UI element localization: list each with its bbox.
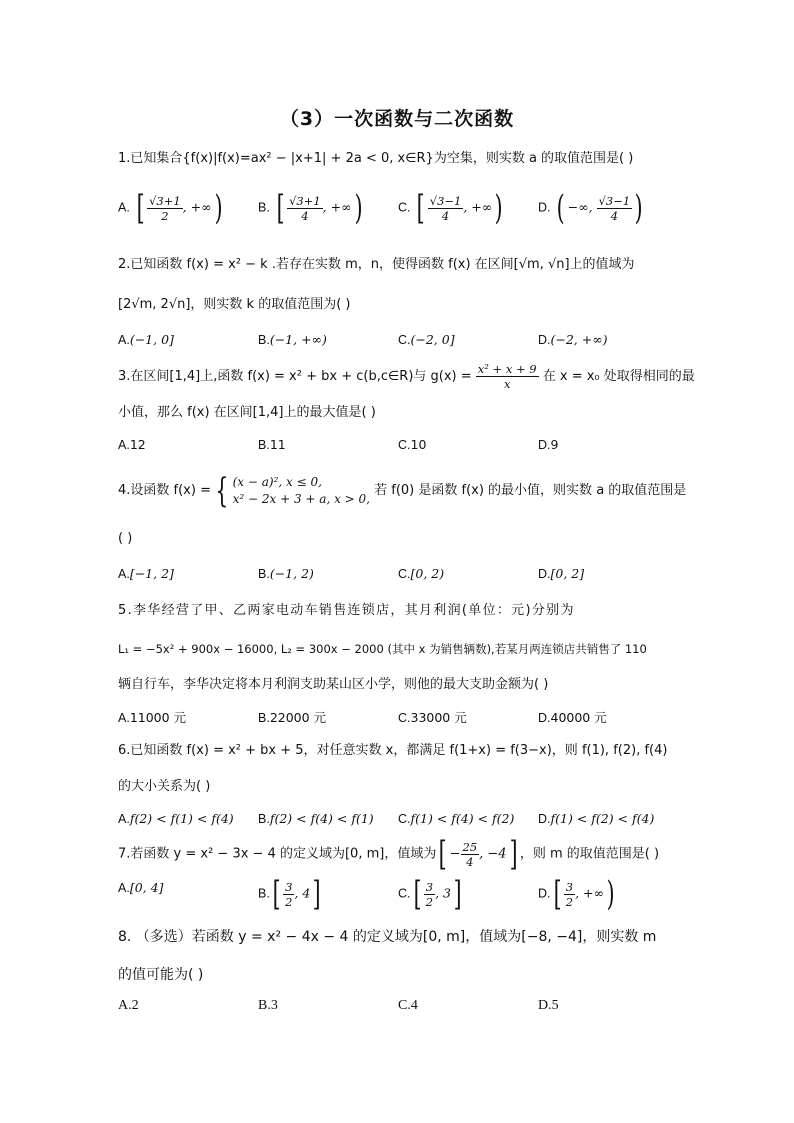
question-3-stem-line2: 小值，那么 f(x) 在区间[1,4]上的最大值是( ): [118, 405, 376, 420]
question-2-option-a: A.(−1, 0]: [118, 332, 174, 347]
question-5-option-c: C.33000 元: [398, 710, 467, 725]
question-6-option-a: A.f(2) < f(1) < f(4): [118, 811, 234, 826]
question-7-option-c: C.[ $\frac{3}{2}$ , 3]: [398, 874, 462, 914]
question-2-option-b: B.(−1, +∞): [258, 332, 327, 347]
question-6-option-b: B.f(2) < f(4) < f(1): [258, 811, 374, 826]
question-1-option-a: A. [ $\frac{√3+1}{2}$ , +∞): [118, 188, 223, 228]
question-3-option-a: A.12: [118, 437, 146, 452]
piecewise-cases: (x − a)², x ≤ 0, x² − 2x + 3 + a, x > 0,: [232, 474, 370, 506]
question-3-option-b: B.11: [258, 437, 286, 452]
question-5-stem-line1: 5.李华经营了甲、乙两家电动车销售连锁店，其月利润(单位：元)分别为: [118, 603, 575, 618]
question-7-option-b: B.[ $\frac{3}{2}$ , 4]: [258, 874, 321, 914]
piecewise-brace: {: [215, 470, 229, 511]
question-4-stem-line2: ( ): [118, 531, 133, 546]
question-6-stem-line1: 6.已知函数 f(x) = x² + bx + 5，对任意实数 x，都满足 f(1+x) = f(3−x)，则 f(1), f(2), f(4): [118, 743, 668, 758]
question-6-stem-line2: 的大小关系为( ): [118, 779, 211, 794]
question-6-option-c: C.f(1) < f(4) < f(2): [398, 811, 515, 826]
question-2-stem-line1: 2.已知函数 f(x) = x² − k .若存在实数 m，n，使得函数 f(x) 在区间[√m, √n]上的值域为: [118, 257, 635, 272]
page-title: （3）一次函数与二次函数: [279, 108, 515, 130]
question-8-stem-line1: 8. （多选）若函数 y = x² − 4x − 4 的定义域为[0, m]，值域为[−8, −4]，则实数 m: [118, 929, 657, 945]
question-2-option-c: C.(−2, 0]: [398, 332, 455, 347]
question-7-option-d: D.[ $\frac{3}{2}$ , +∞): [538, 874, 615, 914]
question-8-option-a: A.2: [118, 998, 139, 1013]
question-8-option-c: C.4: [398, 998, 418, 1013]
question-7-stem: 7.若函数 y = x² − 3x − 4 的定义域为[0, m]，值域为[ − $\frac{25}{4}$ , −4] ，则 m 的取值范围是( ): [118, 834, 660, 874]
question-5-option-b: B.22000 元: [258, 710, 327, 725]
question-1-option-b: B. [ $\frac{√3+1}{4}$ , +∞): [258, 188, 363, 228]
question-4-option-c: C.[0, 2): [398, 566, 445, 581]
question-1-stem: 1.已知集合{f(x)|f(x)=ax² − |x+1| + 2a < 0, x∈R}为空集，则实数 a 的取值范围是( ): [118, 151, 634, 166]
question-1-option-d: D. ( −∞, $\frac{√3-1}{4}$ ): [538, 188, 643, 228]
question-8-option-b: B.3: [258, 998, 278, 1013]
question-3-option-d: D.9: [538, 437, 559, 452]
question-7-option-a: A.[0, 4]: [118, 880, 164, 895]
question-5-stem-line2: L₁ = −5x² + 900x − 16000, L₂ = 300x − 2000 (其中 x 为销售辆数),若某月两连锁店共销售了 110: [118, 642, 647, 656]
question-5-stem-line3: 辆自行车，李华决定将本月利润支助某山区小学，则他的最大支助金额为( ): [118, 677, 549, 692]
question-2-stem-line2: [2√m, 2√n]，则实数 k 的取值范围为( ): [118, 297, 351, 312]
question-3-stem-line1: 3.在区间[1,4]上,函数 f(x) = x² + bx + c(b,c∈R)与 g(x) = $\frac{\text{x² + x + 9}}{x}$ 在 x = x₀ 处取得相同的最: [118, 362, 695, 391]
question-5-option-a: A.11000 元: [118, 710, 187, 725]
question-4-option-a: A.[−1, 2]: [118, 566, 174, 581]
question-1-option-c: C. [ $\frac{√3-1}{4}$ , +∞): [398, 188, 503, 228]
question-4-option-b: B.(−1, 2): [258, 566, 314, 581]
question-3-fraction: $\frac{\text{x² + x + 9}}{x}$: [477, 362, 537, 391]
question-5-option-d: D.40000 元: [538, 710, 607, 725]
question-2-option-d: D.(−2, +∞): [538, 332, 608, 347]
question-6-option-d: D.f(1) < f(2) < f(4): [538, 811, 655, 826]
question-3-option-c: C.10: [398, 437, 427, 452]
question-4-option-d: D.[0, 2]: [538, 566, 585, 581]
question-8-stem-line2: 的值可能为( ): [118, 967, 204, 983]
question-4-stem-line1: 4.设函数 f(x) = { (x − a)², x ≤ 0, x² − 2x + 3 + a, x > 0, 若 f(0) 是函数 f(x) 的最小值，则实数 a 的取值范围是: [118, 470, 687, 511]
question-8-option-d: D.5: [538, 998, 559, 1013]
